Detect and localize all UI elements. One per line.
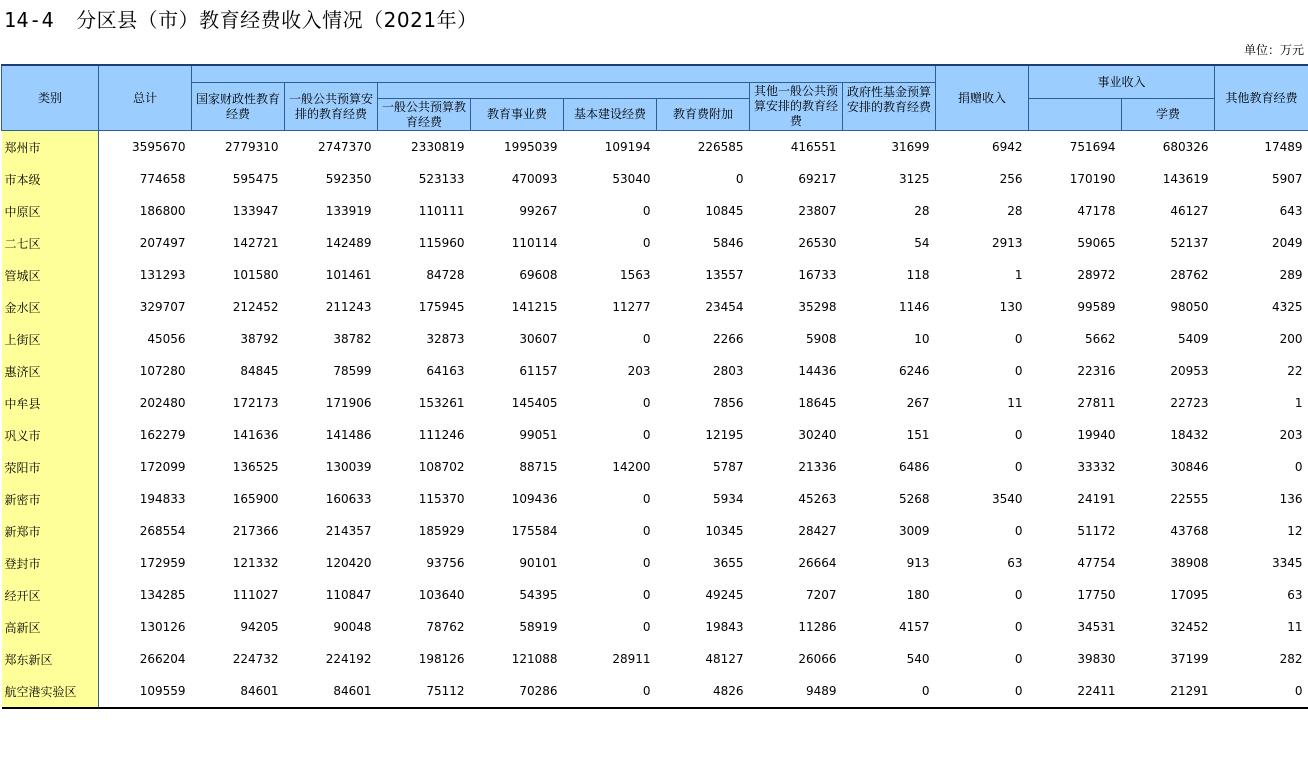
header-other-edu: 其他教育经费 (1215, 65, 1308, 131)
table-cell: 69608 (519, 268, 558, 282)
table-cell: 30607 (519, 332, 558, 346)
table-row (2, 291, 1308, 323)
table-cell: 134285 (139, 588, 186, 602)
table-cell: 30240 (798, 428, 837, 442)
table-cell: 151 (906, 428, 930, 442)
table-cell: 21291 (1170, 684, 1209, 698)
table-cell: 180 (906, 588, 930, 602)
table-cell: 10845 (705, 204, 744, 218)
table-cell: 19940 (1077, 428, 1116, 442)
table-cell: 6246 (898, 364, 930, 378)
table-cell: 0 (642, 236, 651, 250)
table-cell: 11277 (612, 300, 651, 314)
table-cell: 64163 (426, 364, 465, 378)
row-category: 新郑市 (2, 515, 99, 547)
row-category: 经开区 (2, 579, 99, 611)
table-cell: 256 (999, 172, 1023, 186)
table-cell: 39830 (1077, 652, 1116, 666)
table-cell: 98050 (1170, 300, 1209, 314)
table-cell: 133919 (325, 204, 372, 218)
table-cell: 175584 (511, 524, 558, 538)
table-cell: 84601 (333, 684, 372, 698)
header-donation: 捐赠收入 (936, 65, 1029, 131)
table-cell: 121088 (511, 652, 558, 666)
table-cell: 17489 (1264, 140, 1303, 154)
table-cell: 595475 (232, 172, 279, 186)
table-cell: 78599 (333, 364, 372, 378)
table-cell: 22316 (1077, 364, 1116, 378)
table-cell: 26530 (798, 236, 837, 250)
table-row (2, 675, 1308, 708)
table-cell: 1563 (619, 268, 651, 282)
table-cell: 0 (642, 524, 651, 538)
table-row (2, 611, 1308, 643)
table-cell: 28972 (1077, 268, 1116, 282)
row-category: 金水区 (2, 291, 99, 323)
table-cell: 22723 (1170, 396, 1209, 410)
table-cell: 18432 (1170, 428, 1209, 442)
table-cell: 141215 (511, 300, 558, 314)
table-cell: 5846 (712, 236, 744, 250)
table-row (2, 451, 1308, 483)
table-cell: 31699 (891, 140, 930, 154)
table-cell: 136525 (232, 460, 279, 474)
table-cell: 1146 (898, 300, 930, 314)
table-cell: 47178 (1077, 204, 1116, 218)
table-row (2, 355, 1308, 387)
table-cell: 33332 (1077, 460, 1116, 474)
table-cell: 4325 (1271, 300, 1303, 314)
row-category: 中牟县 (2, 387, 99, 419)
table-cell: 63 (1287, 588, 1303, 602)
table-cell: 4826 (712, 684, 744, 698)
table-cell: 130039 (325, 460, 372, 474)
table-row (2, 643, 1308, 675)
table-cell: 115960 (418, 236, 465, 250)
table-cell: 0 (735, 172, 744, 186)
table-cell: 27811 (1077, 396, 1116, 410)
table-cell: 0 (1014, 332, 1023, 346)
table-cell: 5908 (805, 332, 837, 346)
header-general-budget-group (378, 83, 750, 99)
table-cell: 115370 (418, 492, 465, 506)
table-cell: 90101 (519, 556, 558, 570)
table-cell: 28911 (612, 652, 651, 666)
table-cell: 0 (1014, 524, 1023, 538)
table-row (2, 323, 1308, 355)
table-cell: 0 (642, 428, 651, 442)
table-cell: 170190 (1069, 172, 1116, 186)
table-cell: 643 (1279, 204, 1303, 218)
table-cell: 84845 (240, 364, 279, 378)
table-cell: 153261 (418, 396, 465, 410)
unit-label: 单位：万元 (1243, 43, 1304, 57)
header-general-budget-edu: 一般公共预算教育经费 (378, 99, 471, 131)
table-row (2, 195, 1308, 227)
table-cell: 523133 (418, 172, 465, 186)
table-cell: 5787 (712, 460, 744, 474)
table-cell: 38782 (333, 332, 372, 346)
table-cell: 226585 (697, 140, 744, 154)
table-cell: 11 (1007, 396, 1023, 410)
row-category: 郑州市 (2, 131, 99, 164)
table-cell: 21336 (798, 460, 837, 474)
table-cell: 52137 (1170, 236, 1209, 250)
table-cell: 7207 (805, 588, 837, 602)
table-cell: 130126 (139, 620, 186, 634)
table-row (2, 419, 1308, 451)
table-cell: 22 (1287, 364, 1303, 378)
table-cell: 9489 (805, 684, 837, 698)
table-row (2, 131, 1308, 164)
table-body (2, 131, 1308, 709)
table-cell: 59065 (1077, 236, 1116, 250)
table-cell: 214357 (325, 524, 372, 538)
table-row (2, 259, 1308, 291)
table-cell: 0 (1014, 460, 1023, 474)
table-cell: 54 (914, 236, 930, 250)
table-cell: 75112 (426, 684, 465, 698)
table-cell: 99267 (519, 204, 558, 218)
row-category: 荥阳市 (2, 451, 99, 483)
table-cell: 212452 (232, 300, 279, 314)
row-category: 上街区 (2, 323, 99, 355)
table-cell: 35298 (798, 300, 837, 314)
table-cell: 175945 (418, 300, 465, 314)
table-cell: 53040 (612, 172, 651, 186)
table-cell: 3009 (898, 524, 930, 538)
table-cell: 28762 (1170, 268, 1209, 282)
table-cell: 108702 (418, 460, 465, 474)
page-title (4, 4, 478, 33)
table-cell: 416551 (790, 140, 837, 154)
table-cell: 141486 (325, 428, 372, 442)
table-cell: 329707 (139, 300, 186, 314)
table-cell: 540 (906, 652, 930, 666)
table-cell: 103640 (418, 588, 465, 602)
table-cell: 4157 (898, 620, 930, 634)
table-cell: 14200 (612, 460, 651, 474)
table-cell: 69217 (798, 172, 837, 186)
table-cell: 12195 (705, 428, 744, 442)
table-cell: 145405 (511, 396, 558, 410)
table-cell: 172099 (139, 460, 186, 474)
table-cell: 2913 (991, 236, 1023, 250)
table-cell: 45056 (147, 332, 186, 346)
table-cell: 70286 (519, 684, 558, 698)
table-cell: 0 (921, 684, 930, 698)
table-cell: 101461 (325, 268, 372, 282)
row-category: 航空港实验区 (2, 675, 99, 708)
table-cell: 130 (999, 300, 1023, 314)
table-cell: 110114 (511, 236, 558, 250)
table-cell: 0 (642, 588, 651, 602)
table-cell: 111246 (418, 428, 465, 442)
table-cell: 6942 (991, 140, 1023, 154)
table-cell: 3655 (712, 556, 744, 570)
table-cell: 143619 (1162, 172, 1209, 186)
table-cell: 0 (1014, 620, 1023, 634)
table-row (2, 547, 1308, 579)
table-cell: 99589 (1077, 300, 1116, 314)
table-cell: 2779310 (225, 140, 279, 154)
table-cell: 101580 (232, 268, 279, 282)
table-cell: 118 (906, 268, 930, 282)
header-category: 类别 (2, 65, 99, 131)
table-row (2, 483, 1308, 515)
table-row (2, 515, 1308, 547)
table-cell: 32452 (1170, 620, 1209, 634)
table-cell: 22411 (1077, 684, 1116, 698)
table-cell: 172173 (232, 396, 279, 410)
table-title: 分区县（市）教育经费收入情况（2021年） (76, 8, 478, 32)
table-cell: 2266 (712, 332, 744, 346)
table-cell: 28 (914, 204, 930, 218)
header-total: 总计 (99, 65, 192, 131)
row-category: 巩义市 (2, 419, 99, 451)
table-cell: 171906 (325, 396, 372, 410)
header-infrastructure: 基本建设经费 (564, 99, 657, 131)
table-cell: 14436 (798, 364, 837, 378)
table-cell: 5934 (712, 492, 744, 506)
table-cell: 3125 (898, 172, 930, 186)
table-cell: 78762 (426, 620, 465, 634)
table-cell: 11 (1287, 620, 1303, 634)
table-cell: 142721 (232, 236, 279, 250)
row-category: 中原区 (2, 195, 99, 227)
row-category: 惠济区 (2, 355, 99, 387)
table-cell: 49245 (705, 588, 744, 602)
table-cell: 26066 (798, 652, 837, 666)
table-cell: 107280 (139, 364, 186, 378)
table-cell: 109436 (511, 492, 558, 506)
table-cell: 5907 (1271, 172, 1303, 186)
table-cell: 0 (642, 492, 651, 506)
table-cell: 22555 (1170, 492, 1209, 506)
header-edu-surcharge: 教育费附加 (657, 99, 750, 131)
table-cell: 680326 (1162, 140, 1209, 154)
table-cell: 38908 (1170, 556, 1209, 570)
table-cell: 37199 (1170, 652, 1209, 666)
table-cell: 109559 (139, 684, 186, 698)
table-cell: 61157 (519, 364, 558, 378)
table-cell: 1995039 (504, 140, 558, 154)
table-cell: 43768 (1170, 524, 1209, 538)
table-cell: 224192 (325, 652, 372, 666)
table-cell: 1 (1014, 268, 1023, 282)
table-cell: 93756 (426, 556, 465, 570)
row-category: 市本级 (2, 163, 99, 195)
table-cell: 10345 (705, 524, 744, 538)
table-cell: 0 (642, 204, 651, 218)
table-cell: 20953 (1170, 364, 1209, 378)
row-category: 登封市 (2, 547, 99, 579)
table-cell: 109194 (604, 140, 651, 154)
table-cell: 3595670 (132, 140, 186, 154)
table-cell: 84601 (240, 684, 279, 698)
table-cell: 51172 (1077, 524, 1116, 538)
table-cell: 1 (1294, 396, 1303, 410)
header-gov-fund: 政府性基金预算安排的教育经费 (843, 83, 936, 131)
table-cell: 172959 (139, 556, 186, 570)
table-cell: 94205 (240, 620, 279, 634)
table-cell: 0 (642, 556, 651, 570)
table-cell: 162279 (139, 428, 186, 442)
row-category: 郑东新区 (2, 643, 99, 675)
table-cell: 160633 (325, 492, 372, 506)
table-cell: 2803 (712, 364, 744, 378)
table-cell: 121332 (232, 556, 279, 570)
education-funds-table (1, 64, 1308, 709)
table-cell: 5409 (1177, 332, 1209, 346)
table-cell: 54395 (519, 588, 558, 602)
header-national-fiscal: 国家财政性教育经费 (192, 83, 285, 131)
table-cell: 0 (642, 620, 651, 634)
table-cell: 23807 (798, 204, 837, 218)
table-cell: 5268 (898, 492, 930, 506)
table-cell: 13557 (705, 268, 744, 282)
table-cell: 99051 (519, 428, 558, 442)
table-cell: 268554 (139, 524, 186, 538)
header-tuition: 学费 (1122, 99, 1215, 131)
header-group-top (192, 65, 936, 83)
header-business-income: 事业收入 (1029, 65, 1215, 99)
table-cell: 200 (1279, 332, 1303, 346)
table-cell: 88715 (519, 460, 558, 474)
table-cell: 26664 (798, 556, 837, 570)
table-cell: 30846 (1170, 460, 1209, 474)
table-cell: 0 (642, 684, 651, 698)
table-cell: 3540 (991, 492, 1023, 506)
table-cell: 774658 (139, 172, 186, 186)
table-cell: 217366 (232, 524, 279, 538)
table-cell: 18645 (798, 396, 837, 410)
table-cell: 198126 (418, 652, 465, 666)
table-cell: 46127 (1170, 204, 1209, 218)
table-cell: 0 (1014, 428, 1023, 442)
table-cell: 5662 (1084, 332, 1116, 346)
table-cell: 3345 (1271, 556, 1303, 570)
table-cell: 2330819 (411, 140, 465, 154)
table-cell: 48127 (705, 652, 744, 666)
table-cell: 133947 (232, 204, 279, 218)
table-cell: 136 (1279, 492, 1303, 506)
table-cell: 289 (1279, 268, 1303, 282)
table-cell: 194833 (139, 492, 186, 506)
table-cell: 202480 (139, 396, 186, 410)
table-cell: 142489 (325, 236, 372, 250)
table-cell: 84728 (426, 268, 465, 282)
table-cell: 207497 (139, 236, 186, 250)
table-cell: 17095 (1170, 588, 1209, 602)
table-cell: 131293 (139, 268, 186, 282)
table-cell: 11286 (798, 620, 837, 634)
table-cell: 110111 (418, 204, 465, 218)
table-cell: 10 (914, 332, 930, 346)
table-cell: 203 (1279, 428, 1303, 442)
table-cell: 470093 (511, 172, 558, 186)
table-cell: 224732 (232, 652, 279, 666)
table-cell: 0 (1294, 684, 1303, 698)
table-cell: 6486 (898, 460, 930, 474)
header-empty-income (1029, 99, 1122, 131)
table-cell: 32873 (426, 332, 465, 346)
table-cell: 0 (1014, 364, 1023, 378)
table-cell: 186800 (139, 204, 186, 218)
table-cell: 282 (1279, 652, 1303, 666)
table-cell: 2049 (1271, 236, 1303, 250)
table-cell: 58919 (519, 620, 558, 634)
table-cell: 0 (1014, 652, 1023, 666)
header-other-general-budget: 其他一般公共预算安排的教育经费 (750, 83, 843, 131)
table-cell: 17750 (1077, 588, 1116, 602)
table-cell: 24191 (1077, 492, 1116, 506)
table-cell: 185929 (418, 524, 465, 538)
table-cell: 120420 (325, 556, 372, 570)
table-cell: 90048 (333, 620, 372, 634)
table-cell: 592350 (325, 172, 372, 186)
table-cell: 19843 (705, 620, 744, 634)
table-cell: 63 (1007, 556, 1023, 570)
table-cell: 165900 (232, 492, 279, 506)
table-cell: 110847 (325, 588, 372, 602)
table-cell: 0 (642, 396, 651, 410)
table-cell: 12 (1287, 524, 1303, 538)
table-cell: 45263 (798, 492, 837, 506)
table-row (2, 387, 1308, 419)
table-cell: 203 (627, 364, 651, 378)
table-cell: 7856 (712, 396, 744, 410)
row-category: 管城区 (2, 259, 99, 291)
table-cell: 23454 (705, 300, 744, 314)
row-category: 高新区 (2, 611, 99, 643)
header-edu-operating: 教育事业费 (471, 99, 564, 131)
table-cell: 0 (1294, 460, 1303, 474)
table-row (2, 227, 1308, 259)
table-cell: 0 (1014, 684, 1023, 698)
table-cell: 47754 (1077, 556, 1116, 570)
table-cell: 211243 (325, 300, 372, 314)
table-row (2, 163, 1308, 195)
table-cell: 34531 (1077, 620, 1116, 634)
header-general-budget: 一般公共预算安排的教育经费 (285, 83, 378, 131)
table-cell: 0 (1014, 588, 1023, 602)
table-cell: 751694 (1069, 140, 1116, 154)
table-cell: 913 (906, 556, 930, 570)
table-cell: 141636 (232, 428, 279, 442)
table-cell: 0 (642, 332, 651, 346)
table-cell: 2747370 (318, 140, 372, 154)
table-cell: 28427 (798, 524, 837, 538)
table-cell: 267 (906, 396, 930, 410)
table-cell: 111027 (232, 588, 279, 602)
table-row (2, 579, 1308, 611)
table-cell: 28 (1007, 204, 1023, 218)
row-category: 新密市 (2, 483, 99, 515)
table-cell: 38792 (240, 332, 279, 346)
row-category: 二七区 (2, 227, 99, 259)
table-number: 14-4 (4, 8, 55, 32)
table-cell: 16733 (798, 268, 837, 282)
table-cell: 266204 (139, 652, 186, 666)
